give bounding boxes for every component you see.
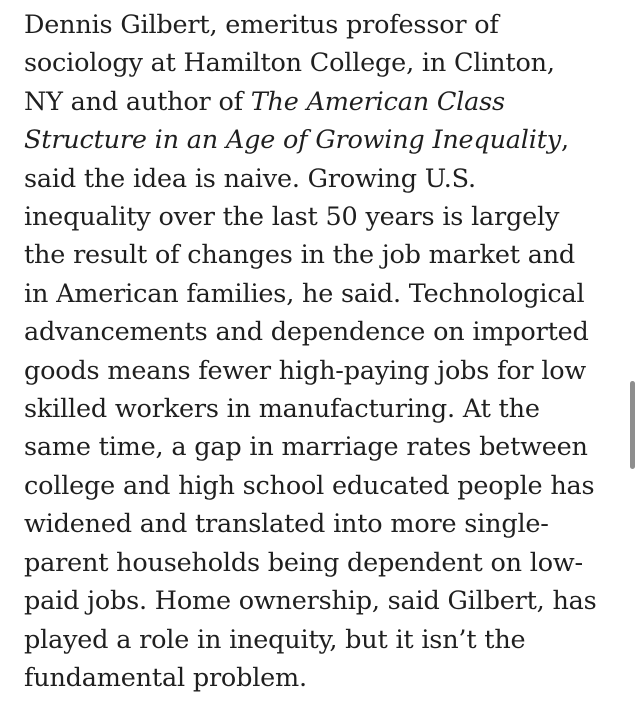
paragraph-line: same time, a gap in marriage rates between: [24, 432, 588, 463]
paragraph-line: fundamental problem.: [24, 662, 307, 693]
paragraph-line: the result of changes in the job market and: [24, 240, 576, 271]
paragraph-line: [24, 83, 624, 121]
paragraph-text: NY and author of: [24, 86, 251, 117]
article-body: [24, 6, 624, 697]
paragraph-line: Dennis Gilbert, emeritus professor of: [24, 10, 499, 40]
article-paragraph: [24, 6, 624, 697]
paragraph-line: parent households being dependent on low-: [24, 547, 583, 578]
book-title: Structure in an Age of Growing Inequality: [24, 125, 561, 156]
paragraph-line: paid jobs. Home ownership, said Gilbert, has: [24, 586, 597, 617]
paragraph-line: in American families, he said. Technological: [24, 278, 585, 309]
paragraph-text: ,: [560, 125, 569, 156]
paragraph-line: skilled workers in manufacturing. At the: [24, 394, 540, 425]
paragraph-line: goods means fewer high-paying jobs for low: [24, 355, 587, 386]
paragraph-line: [24, 121, 624, 159]
paragraph-line: sociology at Hamilton College, in Clinton,: [24, 48, 555, 79]
paragraph-line: inequality over the last 50 years is largely: [24, 202, 560, 233]
paragraph-line: advancements and dependence on imported: [24, 317, 589, 348]
paragraph-line: widened and translated into more single-: [24, 509, 549, 540]
book-title: The American Class: [250, 86, 505, 117]
vertical-scrollbar[interactable]: [630, 381, 635, 469]
paragraph-line: college and high school educated people has: [24, 470, 595, 501]
paragraph-line: played a role in inequity, but it isn’t the: [24, 624, 526, 655]
paragraph-line: said the idea is naive. Growing U.S.: [24, 163, 476, 194]
